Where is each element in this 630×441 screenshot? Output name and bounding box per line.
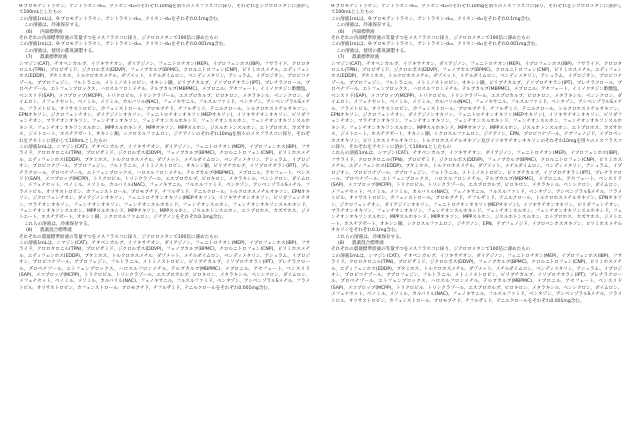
paragraph-text: この溶液は、使用の都度調製する。 bbox=[24, 48, 97, 54]
paragraph-text: この溶液は、冷凍保存する。 bbox=[336, 23, 396, 29]
paragraph-text: この溶液は、冷凍保存する。 bbox=[24, 23, 84, 29]
paragraph-text: それぞれの農薬標準原液の等量ずつをメスフラスコに採り、ジクロロメタンで100倍に薄めたもの bbox=[19, 234, 219, 240]
paragraph bbox=[322, 4, 622, 17]
paragraph-text: これらの溶液1mLは、シマジン(CAT)、チオベンカルブ、イソキサチオン、ダイアジノン、フェニトロチオン(MEP)、イプロフェンホス(IBP)、フサライド、クロロタロニル(TPN)、プロピザミド、ジクロルボス(DDVP)、フェノブカルブ(BPMC)、クロルニトロフェン(CNP)、ピリミホスメチル、エディフェンホス(EDDP)、ブタミホス、トルクロホスメチル、ダゾメット、メチルダイムロン、ペンディメタリン、アシュラム、イプロジオン、プロピコナゾール、ブプロフェジン、フルトラニル、メトミノストロビン、ピリブチカルブ、イソプロチオラン(IPT)、プレチラクロール、プロベナゾール、エトフェンプロックス、ハロスルフロンメチル、テルブカルブ(MBPMC)、メプロニル、アセフェート、ベンスリド(SAP)、メコプロップ(MCPP)、トリクロピル、トリシクラゾール、エスプロカルブ、ピロキロン、メタラキシル、ペンシクロン、ダイムロン、メフェナセット、ベノミル、メソミル、カルバリル(NAC)、フェノキサニル、フルスルファミド、ベンタゾン、アシベンゾラルSメチル、フラメトピル、オリサストロビン、カフェンストロール、ブロモブチド、チフルザミド、テニルクロール、トルクロホスメチルオキソン、EPNオキソン、ジクロフェンチオン、ダイアジノンオキソン、フェニトロチオンオキソン(MEPオキソン)、イソキサチオンオキソン、ピリダフェンチオン、マラチオンオキソン、フェンチオンオキソン、フェンチオンスルホキシド、フェンチオンスルホン、フェンチオンオキソンスルホキシド、フェンチオンオキソンスルホン、MPPスルホキシド、MPPオキソン、MPPスルホン、ジスルホトンスルホン、エトプロホス、カズサホス、ジメトエート、ホスチアゼート、オキシン銅、シクロスルファムロン、ジチアノン、EPN、テブフェノジド、イプロベンホスオキソン、ピリミホスメチルオキソンをそれぞれ0.1mg含む。 bbox=[331, 151, 622, 234]
paragraph-text: この溶液1mLは、9-ブロモアントラセン、アントラセン-d₁₀、クリセン-d₁₂をそれぞれ0.001mg含む。 bbox=[19, 42, 228, 48]
section-number: (8) bbox=[338, 241, 345, 247]
paragraph-text: 農薬混合標準液 bbox=[352, 241, 384, 247]
paragraph-text: シマジン(CAT)、チオベンカルブ、イソキサチオン、ダイアジノン、フェニトロチオン(MEP)、イプロフェンホス(IBP)、フサライド、クロロタロニル(TPN)、プロピザミド、ジクロルボス(DDVP)、フェノブカルブ(BPMC)、クロルニトロフェン(CNP)、ピリミホスメチル、エディフェンホス(EDDP)、ブタミホス、トルクロホスメチル、ダゾメット、メチルダイムロン、ペンディメタリン、アシュラム、イプロジオン、プロピコナゾール、ブプロフェジン、フルトラニル、メトミノストロビン、オキシン銅、ピリブチカルブ、イソプロチオラン(IPT)、プレチラクロール、プロベナゾール、エトフェンプロックス、ハロスルフロンメチル、テルブカルブ(MBPMC)、メプロニル、アセフェート、イミノクタジン酢酸塩、ベンスリド(SAP)、メコプロップ(MCPP)、トリクロピル、トリシクラゾール、エスプロカルブ、ピロキロン、メタラキシル、ペンシクロン、ダイムロン、メフェナセット、ベノミル、メソミル、カルバリル(NAC)、フェノキサニル、フルスルファミド、ベンタゾン、アシベンゾラルSメチル、フラメトピル、オリサストロビン、カフェンストロール、ブロモブチド、チフルザミド、テニルクロール、トルクロホスメチルオキソン、EPNオキソン、ジクロフェンチオン、ダイアジノンオキソン、フェニトロチオンオキソン(MEPオキソン)、イソキサチオンオキソン、ピリダフェンチオン、マラチオンオキソン、フェンチオンオキソン、フェンチオンスルホキシド、フェンチオンスルホン、フェンチオンオキソンスルホキシド、フェンチオンオキソンスルホン、MPPスルホキシド、MPPオキソン、MPPスルホン、ジスルホトンスルホン、エトプロホス、カズサホス、ジメトエート、ホスチアゼート、オキシン銅、シクロスルファムロン、ジチアノン、EPN、プロピコナゾール、テブフェノジド、イプロベンホスオキソン、ピリミホスメチルオキソン、トルクロホスメチルオキソン及びイソキサチオンオキソンのそれぞれ10mgを別々のメスフラスコに採り、それぞれをアセトンに溶かして100mLとしたもの bbox=[331, 61, 622, 150]
section-number: (8) bbox=[26, 228, 33, 234]
paragraph-text: この溶液は、使用の都度調製する。 bbox=[336, 48, 409, 54]
paragraph-text: シマジン(CAT)、チオベンカルブ、イソキサチオン、ダイアジノン、フェニトロチオン(MEP)、イプロフェンホス(IBP)、フサライド、クロロタロニル(TPN)、プロピザミド、ジクロルボス(DDVP)、フェノブカルブ(BPMC)、クロルニトロフェン(CNP)、ピリミホスメチル、エディフェンホス(EDDP)、ブタミホス、トルクロホスメチル、ダゾメット、メチルダイムロン、ペンディメタリン、アシュラム、イプロジオン、プロピコナゾール、ブプロフェジン、フルトラニル、メトミノストロビン、オキシン銅、ピリブチカルブ、イソプロチオラン(IPT)、プレチラクロール、プロベナゾール、エトフェンプロックス、ハロスルフロンメチル、テルブカルブ(MBPMC)、メプロニル、アセフェート、イミノクタジン酢酸塩、ベンスリド(SAP)、メコプロップ(MCPP)、トリクロピル、トリシクラゾール、エスプロカルブ、ピロキロン、メタラキシル、ペンシクロン、ダイムロン、メフェナセット、ベノミル、メソミル、カルバリル(NAC)、フェノキサニル、フルスルファミド、ベンタゾン、アシベンゾラルSメチル、フラメトピル、オリサストロビン、カフェンストロール、ブロモブチド、チフルザミド、テニルクロール、トルクロホスメチルオキソン、EPNオキソン、ジクロフェンチオン、ダイアジノンオキソン、フェニトロチオンオキソン(MEPオキソン)、イソキサチオンオキソン、ピリダフェンチオン、マラチオンオキソン、フェンチオンオキソン、フェンチオンスルホキシド、フェンチオンスルホン、フェンチオンオキソンスルホキシド、フェンチオンオキソンスルホン、MPPスルホキシド、MPPオキソン、MPPスルホン、ジスルホトンスルホン、エトプロホス、カズサホス、ジメトエート、ホスチアゼート、オキシン銅、シクロスルファムロン、ジチアノンのそれぞれ10mgを別々のメスフラスコに採り、それぞれをアセトンに溶かして100mLとしたもの bbox=[19, 61, 310, 144]
paragraph-text: それぞれの内部標準原液の等量ずつをメスフラスコに採り、ジクロロメタンで100倍に薄めたもの bbox=[19, 36, 219, 42]
paragraph-text: この溶液1mLは、シマジン(CAT)、チオベンカルブ、イソキサチオン、ダイアジノン、フェニトロチオン(MEP)、イプロフェンホス(IBP)、フサライド、クロロタロニル(TPN)、プロピザミド、ジクロルボス(DDVP)、フェノブカルブ(BPMC)、クロルニトロフェン(CNP)、ピリミホスメチル、エディフェンホス(EDDP)、ブタミホス、トルクロホスメチル、ダゾメット、メチルダイムロン、ペンディメタリン、アシュラム、イプロジオン、プロピコナゾール、ブプロフェジン、フルトラニル、メトミノストロビン、オキシン銅、ピリブチカルブ、イソプロチオラン(IPT)、プレチラクロール、プロベナゾール、エトフェンプロックス、ハロスルフロンメチル、テルブカルブ(MBPMC)、メプロニル、アセフェート、ベンスリド(SAP)、メコプロップ(MCPP)、トリクロピル、トリシクラゾール、エスプロカルブ、ピロキロン、メタラキシル、ペンシクロン、ダイムロン、メフェナセット、ベノミル、メソミル、カルバリル(NAC)、フェノキサニル、フルスルファミド、ベンタゾン、アシベンゾラルSメチル、フラメトピル、オリサストロビン、カフェンストロール、ブロモブチド、チフルザミド、テニルクロール、トルクロホスメチルオキソン、EPNオキソン、ジクロフェンチオン、ダイアジノンオキソン、フェニトロチオンオキソン(MEPオキソン)、イソキサチオンオキソン、ピリダフェンチオン、マラチオンオキソン、フェンチオンオキソン、フェンチオンスルホキシド、フェンチオンスルホン、フェンチオンオキソンスルホキシド、フェンチオンオキソンスルホン、MPPスルホキシド、MPPオキソン、MPPスルホン、ジスルホトンスルホン、エトプロホス、カズサホス、ジメトエート、ホスチアゼート、オキシン銅、シクロスルファムロン、ジチアノンをそれぞれ0.1mg含む。 bbox=[19, 144, 310, 221]
left-column-old-text bbox=[10, 4, 310, 438]
paragraph-text: それぞれの農薬標準原液の等量ずつをメスフラスコに採り、ジクロロメタンで100倍に薄めたもの bbox=[331, 247, 531, 253]
paragraph-text: 農薬標準原液 bbox=[40, 55, 68, 61]
paragraph-text: この溶液1mLは、シマジン(CAT)、チオベンカルブ、イソキサチオン、ダイアジノン、フェニトロチオン(MEP)、イプロフェンホス(IBP)、フサライド、クロロタロニル(TPN)、プロピザミド、ジクロルボス(DDVP)、フェノブカルブ(BPMC)、クロルニトロフェン(CNP)、ピリミホスメチル、エディフェンホス(EDDP)、ブタミホス、トルクロホスメチル、ダゾメット、メチルダイムロン、ペンディメタリン、アシュラム、イプロジオン、プロピコナゾール、ブプロフェジン、フルトラニル、メトミノストロビン、ピリブチカルブ、イソプロチオラン(IPT)、プレチラクロール、プロベナゾール、エトフェンプロックス、ハロスルフロンメチル、テルブカルブ(MBPMC)、メプロニル、アセフェート、ベンスリド(SAP)、メコプロップ(MCPP)、トリクロピル、トリシクラゾール、エスプロカルブ、ピロキロン、メタラキシル、ペンシクロン、ダイムロン、メフェナセット、ベノミル、メソミル、カルバリル(NAC)、フェノキサニル、フルスルファミド、ベンタゾン、アシベンゾラルSメチル、フラメトピル、オリサストロビン、カフェンストロール、ブロモブチド、チフルザミド、テニルクロールをそれぞれ0.001mg含む。 bbox=[19, 241, 310, 291]
paragraph-text: 農薬標準原液 bbox=[352, 55, 380, 61]
paragraph-text: 9-ブロモアントラセン、アントラセン-d₁₀、クリセン-d₁₂のそれぞれ10mgを別々のメスフラスコに採り、それぞれをジクロロメタンに溶かして100mLとしたもの bbox=[331, 4, 622, 16]
paragraph-text: 9-プロモアントラセン、アントラセン-d₁₀、クリセン-d₁₂のそれぞれ10mgを別々のメスフラスコに採り、それぞれをジクロロメタンに溶かして100mLとしたもの bbox=[19, 4, 310, 16]
paragraph-text: それぞれの内部標準原液の等量ずつをメスフラスコに採り、ジクロロメタンで100倍に薄めたもの bbox=[331, 36, 531, 42]
paragraph-text: 内部標準液 bbox=[40, 29, 63, 35]
paragraph-text: 内部標準液 bbox=[352, 29, 375, 35]
paragraph bbox=[10, 62, 310, 145]
paragraph-text: この溶液1mLは、9-ブロモアントラセン、アントラセン-d₁₀、クリセン-d₁₂をそれぞれ0.001mg含む。 bbox=[331, 42, 540, 48]
paragraph bbox=[10, 241, 310, 292]
paragraph bbox=[10, 4, 310, 17]
paragraph bbox=[322, 151, 622, 234]
right-column-new-text bbox=[322, 4, 622, 438]
paragraph-text: これらの溶液は、冷凍保存する。 bbox=[24, 221, 93, 227]
section-number: (6) bbox=[338, 29, 345, 35]
paragraph-text: これらの溶液は、冷凍保存する。 bbox=[336, 234, 405, 240]
paragraph-text: この溶液1mLは、9-ブロモアントラセン、アントラセン-d₁₀、クリセン-d₁₂をそれぞれ0.1mg含む。 bbox=[19, 16, 223, 22]
section-number: (7) bbox=[26, 55, 33, 61]
paragraph bbox=[322, 254, 622, 305]
paragraph bbox=[322, 62, 622, 152]
paragraph-text: この溶液1mLは、9-ブロモアントラセン、アントラセン-d₁₀、クリセン-d₁₂をそれぞれ0.1mg含む。 bbox=[331, 16, 535, 22]
section-number: (7) bbox=[338, 55, 345, 61]
section-number: (6) bbox=[26, 29, 33, 35]
paragraph-text: この溶液1mLは、シマジン(CAT)、チオベンカルブ、イソキサチオン、ダイアジノン、フェニトロチオン(MEP)、イプロフェンホス(IBP)、フサライド、クロロタロニル(TPN)、プロピザミド、ジクロルボス(DDVP)、フェノブカルブ(BPMC)、クロルニトロフェン(CNP)、ピリミホスメチル、エディフェンホス(EDDP)、ブタミホス、トルクロホスメチル、ダゾメット、メチルダイムロン、ペンディメタリン、アシュラム、イプロジオン、プロピコナゾール、ブプロフェジン、フルトラニル、メトミノストロビン、ピリブチカルブ、イソプロチオラン(IPT)、プレチラクロール、プロベナゾール、エトフェンプロックス、ハロスルフロンメチル、テルブカルブ(MBPMC)、メプロニル、アセフェート、ベンスリド(SAP)、メコプロップ(MCPP)、トリクロピル、トリシクラゾール、エスプロカルブ、ピロキロン、メタラキシル、ペンシクロン、ダイムロン、メフェナセット、ベノミル、メソミル、カルバリル(NAC)、フェノキサニル、フルスルファミド、ベンタゾン、アシベンゾラルSメチル、フラメトピル、オリサストロビン、カフェンストロール、ブロモブチド、チフルザミド、テニルクロールをそれぞれ0.001mg含む。 bbox=[331, 253, 622, 304]
paragraph bbox=[10, 145, 310, 222]
paragraph-text: 農薬混合標準液 bbox=[40, 228, 72, 234]
